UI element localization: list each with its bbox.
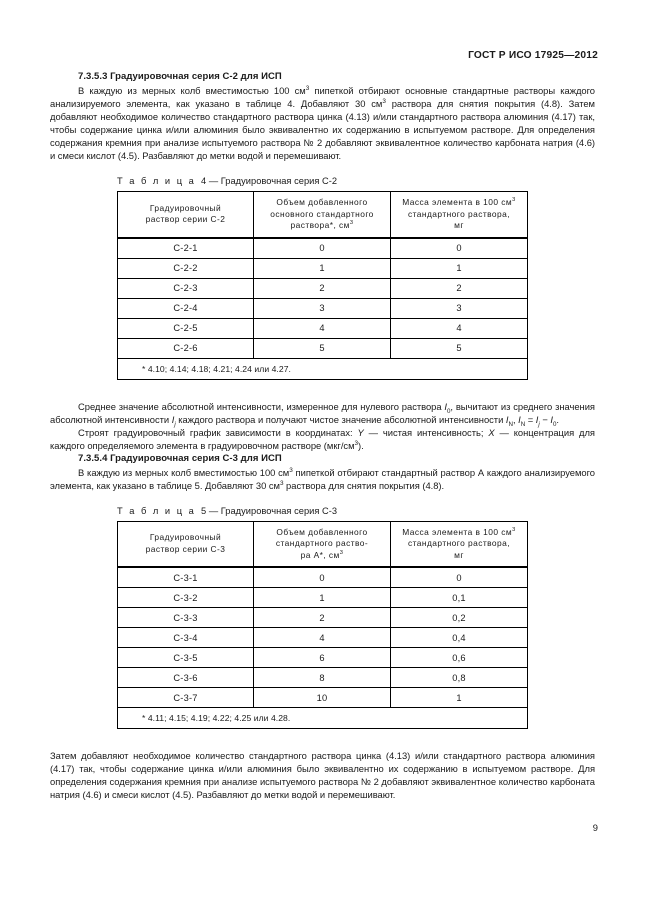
solution-name: С-2-3	[118, 278, 254, 298]
table5-caption-number: 5	[201, 505, 207, 516]
table4-head	[118, 192, 528, 238]
symbol-i-n-1: I	[505, 413, 509, 425]
mass-value: 1	[391, 258, 528, 278]
mass-value: 0	[391, 238, 528, 259]
table5-col1-line1: Градуировочный	[149, 532, 222, 543]
graph-text-1: Строят градуировочный график зависимости в координатах:	[78, 426, 358, 438]
symbol-i-zero: I	[444, 400, 447, 412]
table-row	[118, 567, 528, 588]
symbol-i-zero-2-sub: 0	[552, 420, 557, 428]
table4-caption-dash: —	[208, 176, 219, 187]
symbol-i-zero-sub: 0	[447, 407, 451, 415]
volume-value: 5	[254, 338, 391, 358]
symbol-i-j-2-sub: j	[538, 420, 540, 428]
para-text-3: раствора для снятия покрытия (4.8). Затем добавляют необходимое количество стандартного раствора цинка (4.13) и/или стандартного раствора алюминия (4.17) так, чтобы содержание цинка и/или алюминия было эквивалентно их содержанию в испытуемом растворе. Для определения содержания кремния при анализе испытуемого раствора № 2 добавляют эквивалентное количество карбоната натрия (4.6) и смеси кислот (4.5). Разбавляют до метки водой и перемешивают.	[50, 98, 595, 162]
table5-col2-line3: ра А*, см	[300, 549, 340, 560]
table4-caption-title: Градуировочная серия С-2	[220, 176, 338, 187]
volume-value: 2	[254, 278, 391, 298]
table5-col3-header	[391, 521, 528, 567]
table-row	[118, 628, 528, 648]
solution-name: С-3-3	[118, 608, 254, 628]
table5-body	[118, 567, 528, 729]
paragraph-closing: Затем добавляют необходимое количество стандартного раствора цинка (4.13) и/или стандартного раствора алюминия (4.17) так, чтобы содержание цинка и/или алюминия было эквивалентно их содержанию в испытуемом растворе. Для определения содержания кремния при анализе испытуемого раствора № 2 добавляют эквивалентное количество карбоната натрия (4.6) и смеси кислот (4.5). Разбавляют до метки водой и перемешивают.	[50, 750, 595, 801]
graph-text-3: — концентрация для каждого определяемого элемента в градуировочном растворе (мкг/см	[50, 426, 595, 451]
solution-name: С-3-7	[118, 688, 254, 708]
solution-name: С-3-5	[118, 648, 254, 668]
mass-value: 2	[391, 278, 528, 298]
table-row	[118, 338, 528, 358]
solution-name: С-3-4	[118, 628, 254, 648]
mass-value: 0,4	[391, 628, 528, 648]
superscript-cm3-b: 3	[382, 97, 386, 105]
solution-name: С-2-2	[118, 258, 254, 278]
intensity-text-1: Среднее значение абсолютной интенсивности, измеренное для нулевого раствора	[78, 400, 445, 412]
table5-col1-line2: раствор серии С-3	[145, 543, 226, 554]
table-row	[118, 648, 528, 668]
volume-value: 3	[254, 298, 391, 318]
table4-block	[117, 176, 527, 379]
symbol-i-n-2: I	[518, 413, 521, 425]
symbol-i-j-sub: j	[174, 420, 176, 428]
table5	[117, 521, 528, 729]
solution-name: С-3-6	[118, 668, 254, 688]
graph-text-2: — чистая интенсивность;	[363, 426, 489, 438]
table-row	[118, 238, 528, 259]
table-footnote: * 4.10; 4.14; 4.18; 4.21; 4.24 или 4.27.	[118, 358, 528, 379]
volume-value: 0	[254, 238, 391, 259]
table5-col2-header	[254, 521, 391, 567]
table5-col2-superscript: 3	[339, 549, 344, 556]
mass-value: 0,1	[391, 588, 528, 608]
mass-value: 5	[391, 338, 528, 358]
table5-caption-dash: —	[208, 505, 219, 516]
table-row	[118, 298, 528, 318]
table5-col2-line2: стандартного раство-	[275, 538, 369, 549]
table5-col1-header	[118, 521, 254, 567]
table-footnote-row	[118, 708, 528, 729]
paragraph-calibration-graph	[50, 426, 595, 452]
superscript-cm3-c: 3	[354, 439, 359, 447]
mass-value: 0,6	[391, 648, 528, 668]
para-text-2: пипеткой отбирают основные стандартные растворы каждого анализируемого элемента, как указано в таблице 4. Добавляют 30 см	[50, 85, 595, 110]
solution-name: С-3-1	[118, 567, 254, 588]
symbol-i-j: I	[171, 413, 175, 425]
table4-col3-line2: стандартного раствора,	[407, 208, 511, 219]
table-row	[118, 318, 528, 338]
table-row	[118, 258, 528, 278]
intensity-text-2: , вычитают из среднего значения абсолютной интенсивности	[50, 400, 595, 425]
solution-name: С-2-5	[118, 318, 254, 338]
table4-caption-number: 4	[201, 176, 207, 187]
volume-value: 4	[254, 318, 391, 338]
table4-col2-line1: Объем добавленного	[276, 197, 368, 208]
table5-col3-line3: мг	[454, 549, 464, 560]
mass-value: 1	[391, 688, 528, 708]
table5-col3-line2: стандартного раствора,	[407, 538, 511, 549]
table5-header-row	[118, 521, 528, 567]
table-row	[118, 278, 528, 298]
running-header: ГОСТ Р ИСО 17925—2012	[468, 50, 598, 61]
table4-col3-superscript: 3	[512, 197, 516, 204]
table4-col3-line1: Масса элемента в 100 см	[402, 197, 513, 208]
volume-value: 4	[254, 628, 391, 648]
para2-text-2: пипеткой отбирают стандартный раствор А каждого анализируемого элемента, как указано в таблице 5. Добавляют 30 см	[50, 466, 595, 491]
symbol-y-axis: Y	[357, 426, 364, 438]
solution-name: С-3-2	[118, 588, 254, 608]
symbol-x-axis: X	[488, 426, 495, 438]
table4-col1-line1: Градуировочный	[149, 202, 222, 213]
volume-value: 8	[254, 668, 391, 688]
page-number: 9	[592, 822, 598, 833]
table5-col3-superscript: 3	[512, 526, 516, 533]
table4-body	[118, 238, 528, 380]
table4-header-row	[118, 192, 528, 238]
table4-col2-header	[254, 192, 391, 238]
intensity-text-4: ,	[512, 413, 519, 425]
section-heading-7353: 7.3.5.3 Градуировочная серия С-2 для ИСП	[78, 71, 282, 82]
table4-caption	[117, 176, 527, 186]
graph-text-4: ).	[358, 439, 364, 451]
table-footnote-row	[118, 358, 528, 379]
symbol-i-zero-2: I	[550, 413, 553, 425]
volume-value: 1	[254, 258, 391, 278]
page-content	[50, 70, 595, 801]
table5-block	[117, 506, 527, 729]
table5-caption	[117, 506, 527, 516]
table4-col1-header	[118, 192, 254, 238]
superscript-cm3-e: 3	[279, 479, 284, 487]
intensity-text-3: каждого раствора и получают чистое значение абсолютной интенсивности	[175, 413, 506, 425]
table5-caption-title: Градуировочная серия С-3	[220, 505, 338, 516]
table5-caption-label: Т а б л и ц а	[117, 505, 196, 516]
volume-value: 0	[254, 567, 391, 588]
mass-value: 3	[391, 298, 528, 318]
volume-value: 10	[254, 688, 391, 708]
table4-col3-header	[391, 192, 528, 238]
table-row	[118, 588, 528, 608]
paragraph-intensity	[50, 400, 595, 426]
volume-value: 1	[254, 588, 391, 608]
table-row	[118, 608, 528, 628]
table-footnote: * 4.11; 4.15; 4.19; 4.22; 4.25 или 4.28.	[118, 708, 528, 729]
table4-col2-line3: раствора*, см	[290, 220, 350, 231]
table4-col1-line2: раствор серии С-2	[145, 214, 226, 225]
minus-sign: −	[539, 413, 551, 425]
table4-col3-line3: мг	[454, 220, 464, 231]
spacer-before-table5	[50, 492, 595, 506]
table4-col2-superscript: 3	[349, 220, 354, 227]
mass-value: 0	[391, 567, 528, 588]
paragraph-7353-body	[50, 84, 595, 162]
symbol-i-n-2-sub: N	[520, 420, 526, 428]
table5-col3-line1: Масса элемента в 100 см	[402, 526, 513, 537]
table-row	[118, 668, 528, 688]
table4-caption-label: Т а б л и ц а	[117, 176, 196, 187]
table5-head	[118, 521, 528, 567]
intensity-text-end: .	[556, 413, 559, 425]
spacer-after-table4	[50, 380, 595, 400]
section-heading-7354: 7.3.5.4 Градуировочная серия С-3 для ИСП	[78, 452, 282, 464]
paragraph-7354-body	[50, 466, 595, 492]
spacer-before-table4	[50, 162, 595, 176]
superscript-cm3-a: 3	[305, 84, 310, 92]
symbol-i-j-2: I	[535, 413, 539, 425]
table4	[117, 191, 528, 379]
solution-name: С-2-1	[118, 238, 254, 259]
para-text-1: В каждую из мерных колб вместимостью 100 см	[78, 85, 306, 96]
solution-name: С-2-6	[118, 338, 254, 358]
volume-value: 2	[254, 608, 391, 628]
spacer-after-table5	[50, 729, 595, 749]
mass-value: 4	[391, 318, 528, 338]
superscript-cm3-d: 3	[289, 466, 293, 474]
para2-text-1: В каждую из мерных колб вместимостью 100 см	[78, 466, 290, 478]
solution-name: С-2-4	[118, 298, 254, 318]
table-row	[118, 688, 528, 708]
equals-sign: =	[525, 413, 536, 425]
mass-value: 0,2	[391, 608, 528, 628]
table4-col2-line2: основного стандартного	[270, 208, 374, 219]
volume-value: 6	[254, 648, 391, 668]
mass-value: 0,8	[391, 668, 528, 688]
para2-text-3: раствора для снятия покрытия (4.8).	[283, 479, 445, 491]
table5-col2-line1: Объем добавленного	[276, 526, 368, 537]
symbol-i-n-1-sub: N	[508, 420, 513, 428]
